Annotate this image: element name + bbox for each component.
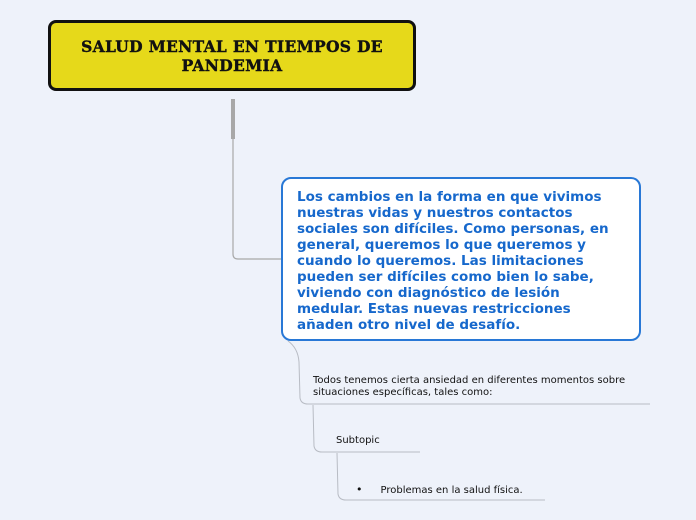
root-topic-title: SALUD MENTAL EN TIEMPOS DE PANDEMIA (81, 36, 383, 75)
bullet-icon: • (356, 483, 363, 496)
root-topic-node[interactable] (48, 20, 416, 91)
main-topic-text: Los cambios en la forma en que vivimos nuestras vidas y nuestros contactos sociales son difíciles. Como personas, en general, queremos lo que queremos y cuando lo queremos. Las limitaciones pueden ser difíciles como bien lo sabe, viviendo con diagnóstico de lesión medular. Estas nuevas restricciones añaden otro nivel de desafío. (297, 189, 609, 333)
subtopic-placeholder[interactable]: Subtopic (336, 435, 380, 446)
connector-root-to-main (233, 99, 283, 259)
main-topic-node[interactable] (281, 177, 641, 341)
subtopic-ansiedad[interactable]: Todos tenemos cierta ansiedad en diferentes momentos sobre situaciones específicas, tales como: (313, 375, 626, 398)
subtopic-salud-fisica-label: Problemas en la salud física. (380, 485, 523, 496)
connector-root-stem (231, 99, 235, 139)
subtopic-salud-fisica[interactable] (356, 484, 523, 497)
